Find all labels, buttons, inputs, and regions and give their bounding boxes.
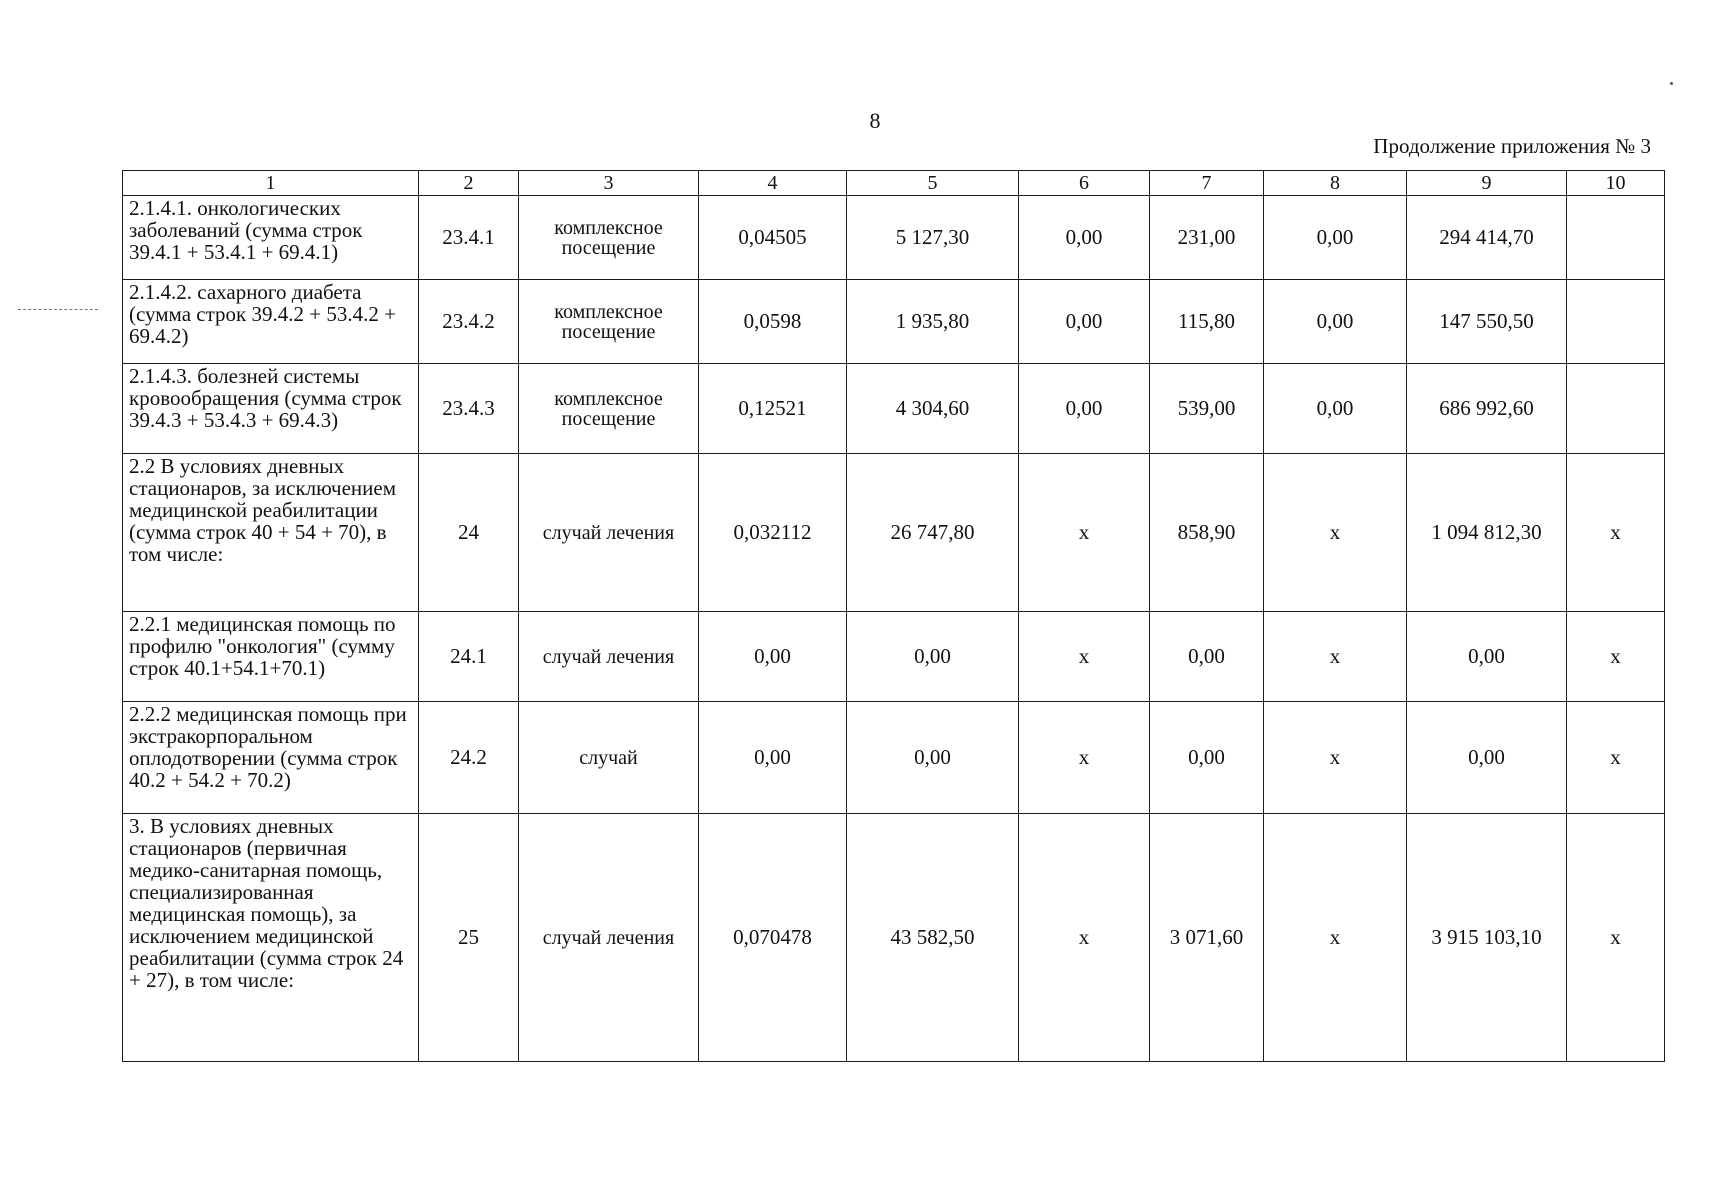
- column-header: 9: [1407, 171, 1567, 196]
- cell-col-5: 0,00: [847, 702, 1019, 814]
- row-code: 24.1: [419, 612, 519, 702]
- cell-col-9: 0,00: [1407, 612, 1567, 702]
- cell-col-7: 231,00: [1150, 196, 1264, 280]
- cell-col-9: 1 094 812,30: [1407, 454, 1567, 612]
- cell-col-8: х: [1264, 702, 1407, 814]
- row-code: 24: [419, 454, 519, 612]
- scan-artifact-mark: [18, 309, 98, 310]
- table-row: [123, 280, 1665, 364]
- cell-col-7: 539,00: [1150, 364, 1264, 454]
- cell-col-5: 26 747,80: [847, 454, 1019, 612]
- cell-col-7: 858,90: [1150, 454, 1264, 612]
- cell-col-8: 0,00: [1264, 364, 1407, 454]
- cell-col-6: х: [1019, 702, 1150, 814]
- cell-col-8: 0,00: [1264, 280, 1407, 364]
- appendix-table: [122, 170, 1665, 1062]
- table-row: [123, 196, 1665, 280]
- row-description: 2.2 В условиях дневных стационаров, за исключением медицинской реабилитации (сумма строк 40 + 54 + 70), в том числе:: [123, 454, 419, 612]
- cell-col-5: 1 935,80: [847, 280, 1019, 364]
- row-description: 3. В условиях дневных стационаров (первичная медико-санитарная помощь, специализированная медицинская помощь), за исключением медицинской реабилитации (сумма строк 24 + 27), в том числе:: [123, 814, 419, 1062]
- cell-col-6: 0,00: [1019, 280, 1150, 364]
- row-code: 24.2: [419, 702, 519, 814]
- cell-col-8: х: [1264, 454, 1407, 612]
- row-code: 23.4.1: [419, 196, 519, 280]
- cell-col-9: 294 414,70: [1407, 196, 1567, 280]
- cell-col-10: х: [1567, 454, 1665, 612]
- row-description: 2.1.4.2. сахарного диабета (сумма строк 39.4.2 + 53.4.2 + 69.4.2): [123, 280, 419, 364]
- cell-col-5: 43 582,50: [847, 814, 1019, 1062]
- cell-col-8: х: [1264, 814, 1407, 1062]
- cell-col-6: х: [1019, 454, 1150, 612]
- unit-of-measure: комплексное посещение: [519, 364, 699, 454]
- row-description: 2.2.1 медицинская помощь по профилю "онкология" (сумму строк 40.1+54.1+70.1): [123, 612, 419, 702]
- cell-col-4: 0,0598: [699, 280, 847, 364]
- cell-col-5: 4 304,60: [847, 364, 1019, 454]
- cell-col-9: 686 992,60: [1407, 364, 1567, 454]
- cell-col-4: 0,12521: [699, 364, 847, 454]
- column-number-row: [123, 171, 1665, 196]
- cell-col-6: х: [1019, 612, 1150, 702]
- cell-col-4: 0,00: [699, 702, 847, 814]
- cell-col-9: 0,00: [1407, 702, 1567, 814]
- cell-col-6: 0,00: [1019, 364, 1150, 454]
- cell-col-10: [1567, 280, 1665, 364]
- cell-col-6: х: [1019, 814, 1150, 1062]
- unit-of-measure: комплексное посещение: [519, 280, 699, 364]
- cell-col-10: [1567, 196, 1665, 280]
- unit-of-measure: случай лечения: [519, 612, 699, 702]
- row-description: 2.1.4.1. онкологических заболеваний (сумма строк 39.4.1 + 53.4.1 + 69.4.1): [123, 196, 419, 280]
- unit-of-measure: случай: [519, 702, 699, 814]
- cell-col-5: 5 127,30: [847, 196, 1019, 280]
- table-row: [123, 454, 1665, 612]
- cell-col-7: 0,00: [1150, 702, 1264, 814]
- row-description: 2.2.2 медицинская помощь при экстракорпоральном оплодотворении (сумма строк 40.2 + 54.2 + 70.2): [123, 702, 419, 814]
- cell-col-7: 115,80: [1150, 280, 1264, 364]
- column-header: 5: [847, 171, 1019, 196]
- cell-col-7: 0,00: [1150, 612, 1264, 702]
- cell-col-10: х: [1567, 814, 1665, 1062]
- table-row: [123, 364, 1665, 454]
- table-row: [123, 612, 1665, 702]
- cell-col-7: 3 071,60: [1150, 814, 1264, 1062]
- row-code: 23.4.3: [419, 364, 519, 454]
- cell-col-8: х: [1264, 612, 1407, 702]
- unit-of-measure: случай лечения: [519, 454, 699, 612]
- cell-col-6: 0,00: [1019, 196, 1150, 280]
- row-code: 25: [419, 814, 519, 1062]
- cell-col-9: 3 915 103,10: [1407, 814, 1567, 1062]
- cell-col-4: 0,032112: [699, 454, 847, 612]
- column-header: 7: [1150, 171, 1264, 196]
- table-row: [123, 814, 1665, 1062]
- cell-col-8: 0,00: [1264, 196, 1407, 280]
- row-code: 23.4.2: [419, 280, 519, 364]
- cell-col-10: х: [1567, 702, 1665, 814]
- column-header: 2: [419, 171, 519, 196]
- row-description: 2.1.4.3. болезней системы кровообращения (сумма строк 39.4.3 + 53.4.3 + 69.4.3): [123, 364, 419, 454]
- column-header: 3: [519, 171, 699, 196]
- cell-col-10: [1567, 364, 1665, 454]
- appendix-continuation-note: Продолжение приложения № 3: [1373, 134, 1651, 158]
- column-header: 8: [1264, 171, 1407, 196]
- column-header: 1: [123, 171, 419, 196]
- table-row: [123, 702, 1665, 814]
- column-header: 6: [1019, 171, 1150, 196]
- cell-col-4: 0,04505: [699, 196, 847, 280]
- unit-of-measure: случай лечения: [519, 814, 699, 1062]
- column-header: 4: [699, 171, 847, 196]
- cell-col-5: 0,00: [847, 612, 1019, 702]
- unit-of-measure: комплексное посещение: [519, 196, 699, 280]
- page-number: 8: [869, 108, 881, 133]
- column-header: 10: [1567, 171, 1665, 196]
- cell-col-4: 0,00: [699, 612, 847, 702]
- scan-artifact-dot: [1670, 82, 1673, 85]
- cell-col-10: х: [1567, 612, 1665, 702]
- cell-col-4: 0,070478: [699, 814, 847, 1062]
- cell-col-9: 147 550,50: [1407, 280, 1567, 364]
